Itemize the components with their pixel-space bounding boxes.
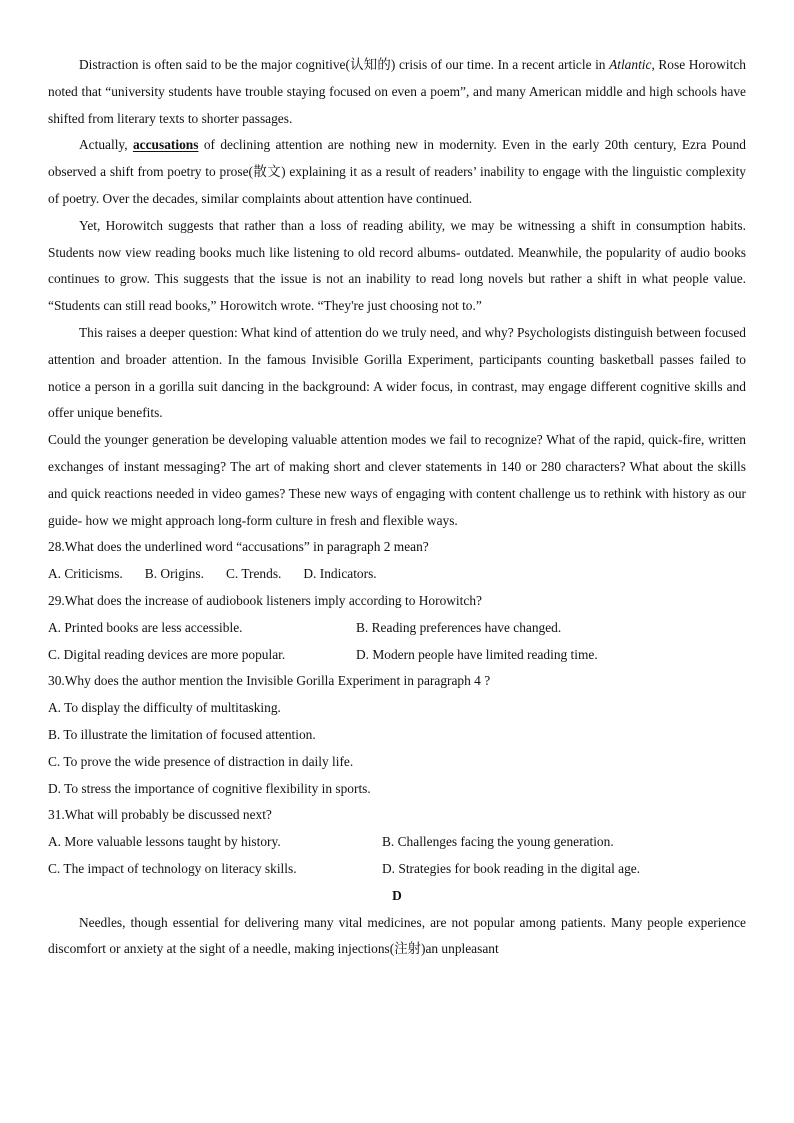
option-b: B. Reading preferences have changed.	[356, 619, 562, 635]
option-c: C. Trends.	[225, 566, 282, 582]
passage-paragraph-3: Yet, Horowitch suggests that rather than a loss of reading ability, we may be witnessing a shift in consumption habits. Students now view reading books much like listening to old record albums- outdated. Meanwhile, the popularity of audio books continues to grow. This suggests that the issue is not an inability to read long novels but rather a shift in what people value. “Students can still read books,” Horowitch wrote. “They're just choosing not to.”	[48, 217, 746, 314]
options-row	[48, 829, 746, 856]
option-d: D. Strategies for book reading in the digital age.	[382, 860, 641, 876]
options-row	[48, 561, 746, 588]
option-c: C. The impact of technology on literacy skills.	[48, 860, 297, 876]
magazine-title: Atlantic	[609, 57, 652, 72]
p1-text-a: Distraction is often said to be the major cognitive(认知的) crisis of our time. In a recent article in	[79, 57, 610, 72]
option-a: A. Criticisms.	[48, 566, 123, 582]
question-stem: 31.What will probably be discussed next?	[48, 807, 272, 823]
passage-paragraph-2	[48, 132, 746, 212]
options-row	[48, 856, 746, 883]
options-row	[48, 642, 746, 669]
option-d: D. To stress the importance of cognitive flexibility in sports.	[48, 780, 371, 796]
question-stem: 28.What does the underlined word “accusations” in paragraph 2 mean?	[48, 539, 429, 555]
passage-d-paragraph-1: Needles, though essential for delivering many vital medicines, are not popular among patients. Many people experience discomfort or anxiety at the sight of a needle, making injections(注射)an unpleasant	[48, 914, 746, 957]
passage-paragraph-1	[48, 52, 746, 132]
question-stem: 30.Why does the author mention the Invisible Gorilla Experiment in paragraph 4 ?	[48, 673, 491, 689]
p2-text-a: Actually,	[79, 137, 133, 153]
passage-paragraph-5: Could the younger generation be developing valuable attention modes we fail to recognize? What of the rapid, quick-fire, written exchanges of instant messaging? The art of making short and clever statements in 140 or 280 characters? What about the skills and quick reactions needed in video games? These new ways of engaging with content challenge us to rethink with history as our guide- how we might approach long-form culture in fresh and flexible ways.	[48, 432, 746, 528]
question-28	[48, 534, 746, 588]
option-a: A. To display the difficulty of multitasking.	[48, 700, 281, 716]
option-d: D. Modern people have limited reading time.	[356, 646, 598, 662]
option-c: C. To prove the wide presence of distraction in daily life.	[48, 753, 354, 769]
options-row	[48, 615, 746, 642]
option-c: C. Digital reading devices are more popular.	[48, 646, 286, 662]
question-29	[48, 588, 746, 668]
question-31	[48, 802, 746, 882]
option-a: A. Printed books are less accessible.	[48, 619, 243, 635]
passage-paragraph-4: This raises a deeper question: What kind of attention do we truly need, and why? Psychologists distinguish between focused attention and broader attention. In the famous Invisible Gorilla Experiment, participants counting basketball passes failed to notice a person in a gorilla suit dancing in the background: A wider focus, in contrast, may engage different cognitive skills and offer unique benefits.	[48, 324, 746, 421]
option-b: B. Challenges facing the young generation.	[382, 834, 614, 850]
option-d: D. Indicators.	[303, 566, 377, 582]
section-heading: D	[392, 887, 402, 903]
option-b: B. To illustrate the limitation of focused attention.	[48, 726, 316, 742]
p2-text-b: of declining attention are nothing new in modernity. Even in the early 20th century, Ezra Pound observed a shift from poetry to prose(散文) explaining it as a result of readers’ inability to engage with the linguistic complexity of poetry. Over the decades, similar complaints about attention have continued.	[48, 137, 746, 206]
underlined-word: accusations	[132, 137, 199, 153]
option-a: A. More valuable lessons taught by history.	[48, 834, 281, 850]
question-30	[48, 668, 746, 802]
exam-page	[48, 52, 746, 963]
question-stem: 29.What does the increase of audiobook listeners imply according to Horowitch?	[48, 592, 482, 608]
option-b: B. Origins.	[144, 566, 204, 582]
p1-text-b: , Rose Horowitch noted that “university students have trouble staying focused on even a poem”, and many American middle and high schools have shifted from literary texts to shorter passages.	[48, 57, 746, 126]
